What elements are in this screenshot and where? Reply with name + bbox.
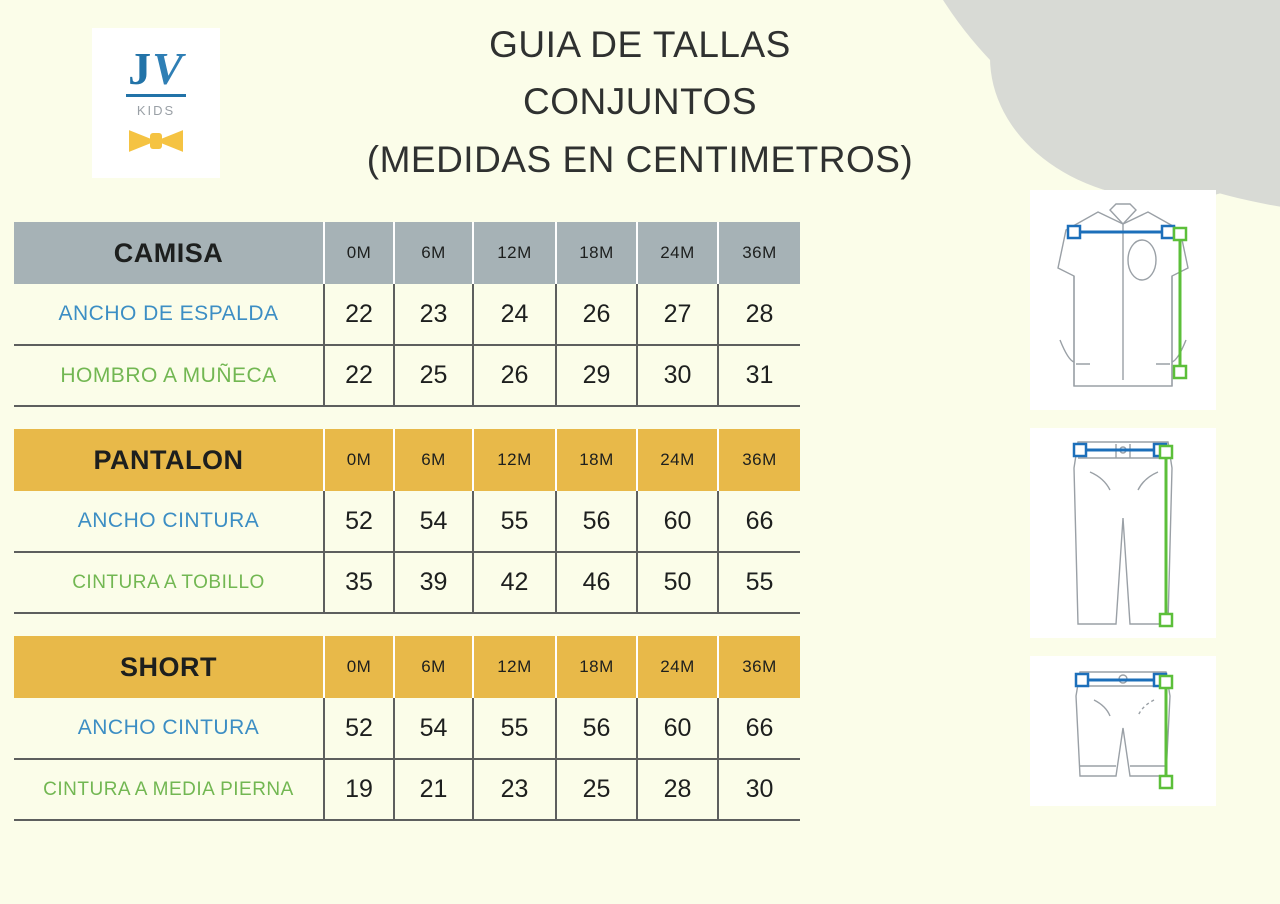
size-header-6m: 6M [394, 222, 473, 284]
table-row [14, 552, 800, 613]
value-cell: 54 [394, 698, 473, 759]
value-cell: 50 [637, 552, 718, 613]
page-title-line-1: GUIA DE TALLAS [489, 24, 791, 65]
size-header-6m: 6M [394, 429, 473, 491]
brand-letter-v: V [152, 43, 184, 94]
table-title-short: SHORT [14, 636, 324, 698]
size-header-12m: 12M [473, 222, 556, 284]
value-cell: 23 [394, 284, 473, 345]
row-label-cintura-a-media-pierna: CINTURA A MEDIA PIERNA [14, 759, 324, 820]
size-header-0m: 0M [324, 222, 394, 284]
value-cell: 55 [718, 552, 800, 613]
value-cell: 66 [718, 698, 800, 759]
size-header-18m: 18M [556, 429, 637, 491]
table-header-row [14, 429, 800, 491]
value-cell: 31 [718, 345, 800, 406]
size-header-0m: 0M [324, 636, 394, 698]
value-cell: 22 [324, 284, 394, 345]
table-row [14, 284, 800, 345]
row-label-ancho-cintura: ANCHO CINTURA [14, 491, 324, 552]
size-header-18m: 18M [556, 222, 637, 284]
size-tables [14, 222, 804, 843]
value-cell: 28 [637, 759, 718, 820]
size-header-36m: 36M [718, 429, 800, 491]
value-cell: 52 [324, 698, 394, 759]
value-cell: 26 [473, 345, 556, 406]
table-row [14, 759, 800, 820]
row-label-hombro-a-muneca: HOMBRO A MUÑECA [14, 345, 324, 406]
size-header-24m: 24M [637, 429, 718, 491]
value-cell: 55 [473, 491, 556, 552]
shorts-illustration [1030, 656, 1216, 806]
brand-logo [92, 28, 220, 178]
value-cell: 30 [718, 759, 800, 820]
shirt-illustration [1030, 190, 1216, 410]
page-title-line-3: (MEDIDAS EN CENTIMETROS) [366, 138, 914, 180]
value-cell: 60 [637, 698, 718, 759]
row-label-ancho-cintura: ANCHO CINTURA [14, 698, 324, 759]
value-cell: 56 [556, 698, 637, 759]
value-cell: 29 [556, 345, 637, 406]
value-cell: 22 [324, 345, 394, 406]
size-header-24m: 24M [637, 636, 718, 698]
value-cell: 21 [394, 759, 473, 820]
garment-illustrations [1030, 190, 1220, 824]
brand-subtitle: KIDS [136, 103, 176, 118]
size-header-12m: 12M [473, 636, 556, 698]
value-cell: 28 [718, 284, 800, 345]
size-table-camisa [14, 222, 800, 407]
table-row [14, 698, 800, 759]
decorative-blob-secondary [990, 0, 1280, 200]
value-cell: 23 [473, 759, 556, 820]
value-cell: 35 [324, 552, 394, 613]
size-table-short [14, 636, 800, 821]
table-title-pantalon: PANTALON [14, 429, 324, 491]
value-cell: 60 [637, 491, 718, 552]
table-header-row [14, 636, 800, 698]
size-header-0m: 0M [324, 429, 394, 491]
value-cell: 56 [556, 491, 637, 552]
value-cell: 42 [473, 552, 556, 613]
brand-letter-j: J [128, 43, 153, 94]
value-cell: 39 [394, 552, 473, 613]
value-cell: 24 [473, 284, 556, 345]
size-header-36m: 36M [718, 636, 800, 698]
size-header-36m: 36M [718, 222, 800, 284]
bowtie-icon [129, 128, 183, 154]
value-cell: 52 [324, 491, 394, 552]
size-header-24m: 24M [637, 222, 718, 284]
page-title-line-2: CONJUNTOS [522, 81, 758, 123]
value-cell: 30 [637, 345, 718, 406]
value-cell: 25 [556, 759, 637, 820]
brand-underline [126, 94, 186, 97]
page-title [250, 16, 1030, 188]
row-label-cintura-a-tobillo: CINTURA A TOBILLO [14, 552, 324, 613]
size-header-18m: 18M [556, 636, 637, 698]
table-header-row [14, 222, 800, 284]
size-header-12m: 12M [473, 429, 556, 491]
size-header-6m: 6M [394, 636, 473, 698]
value-cell: 25 [394, 345, 473, 406]
brand-wordmark [128, 43, 184, 94]
pants-illustration [1030, 428, 1216, 638]
table-row [14, 345, 800, 406]
value-cell: 27 [637, 284, 718, 345]
value-cell: 19 [324, 759, 394, 820]
row-label-ancho-de-espalda: ANCHO DE ESPALDA [14, 284, 324, 345]
table-row [14, 491, 800, 552]
value-cell: 54 [394, 491, 473, 552]
value-cell: 66 [718, 491, 800, 552]
value-cell: 55 [473, 698, 556, 759]
table-title-camisa: CAMISA [14, 222, 324, 284]
value-cell: 26 [556, 284, 637, 345]
value-cell: 46 [556, 552, 637, 613]
size-table-pantalon [14, 429, 800, 614]
